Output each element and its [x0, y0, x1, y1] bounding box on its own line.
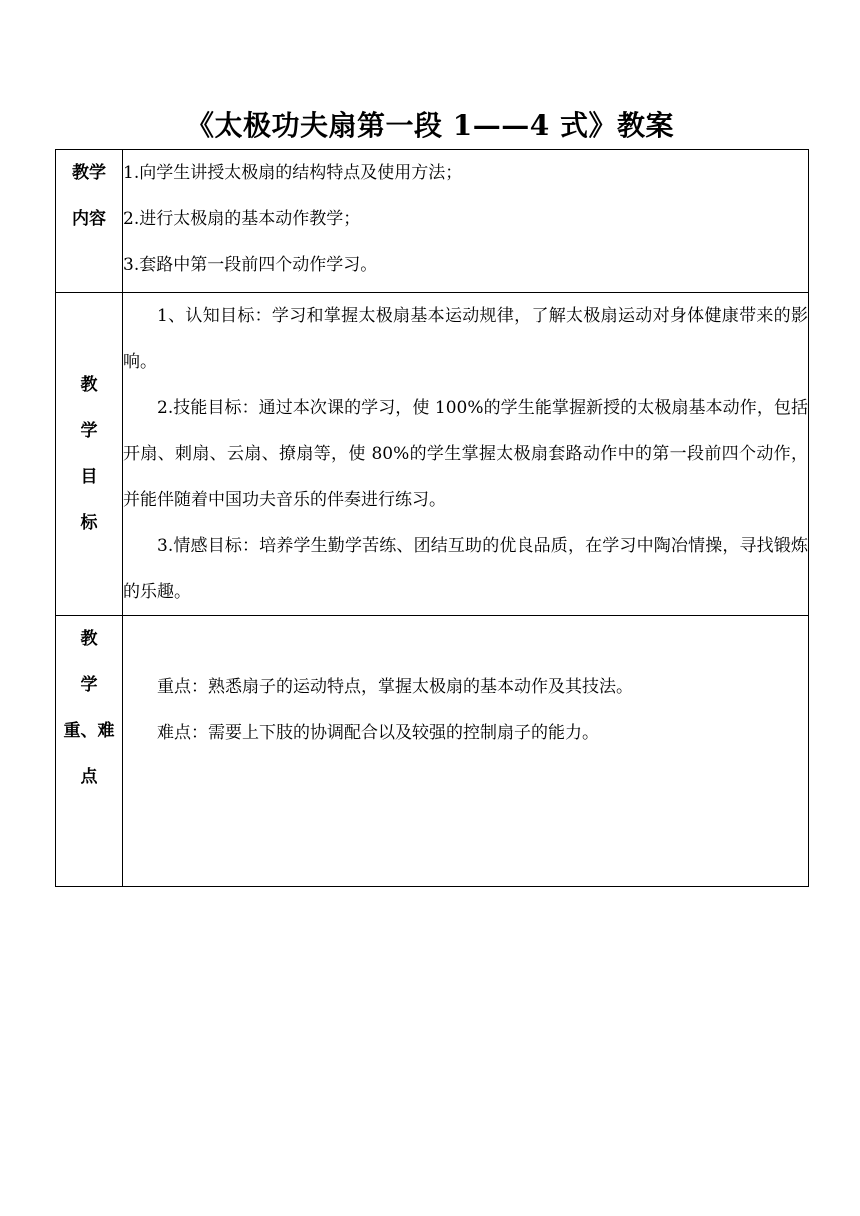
row-label-line: 标: [80, 513, 98, 533]
row-label-line: 目: [80, 467, 98, 487]
focus-cell: [123, 616, 809, 887]
row-label-line: 教: [80, 629, 98, 649]
row-label-line: 学: [80, 421, 98, 441]
content-item: 3.套路中第一段前四个动作学习。: [123, 255, 378, 275]
content-cell: [123, 150, 809, 293]
row-label-line: 点: [80, 767, 98, 787]
row-label-line: 重、难: [63, 721, 115, 741]
content-item: 2.进行太极扇的基本动作教学；: [123, 209, 361, 229]
lesson-plan-table: [55, 149, 809, 887]
difficult-point: 难点：需要上下肢的协调配合以及较强的控制扇子的能力。: [157, 723, 599, 743]
objective-cognitive: 1、认知目标：学习和掌握太极扇基本运动规律，了解太极扇运动对身体健康带来的影响。: [123, 306, 808, 372]
row-label-line: 内容: [72, 209, 106, 229]
row-label-content: [56, 150, 123, 293]
row-label-line: 教学: [72, 163, 106, 183]
row-label-line: 学: [80, 675, 98, 695]
row-label-focus: [56, 616, 123, 887]
objective-skill: 2.技能目标：通过本次课的学习，使 100%的学生能掌握新授的太极扇基本动作，包括开扇、刺扇、云扇、撩扇等，使 80%的学生掌握太极扇套路动作中的第一段前四个动作，并能伴随着中国功夫音乐的伴奏进行练习。: [123, 398, 808, 510]
table-row-content: [56, 150, 809, 293]
row-label-objectives: [56, 293, 123, 616]
objective-affective: 3.情感目标：培养学生勤学苦练、团结互助的优良品质，在学习中陶冶情操，寻找锻炼的乐趣。: [123, 536, 808, 602]
table-row-focus: [56, 616, 809, 887]
focus-block: [123, 616, 808, 756]
content-item: 1.向学生讲授太极扇的结构特点及使用方法；: [123, 163, 463, 183]
table-row-objectives: [56, 293, 809, 616]
row-label-line: 教: [80, 375, 98, 395]
objectives-cell: [123, 293, 809, 616]
document-title: 《太极功夫扇第一段 1——4 式》教案: [186, 109, 674, 142]
key-point: 重点：熟悉扇子的运动特点，掌握太极扇的基本动作及其技法。: [157, 677, 633, 697]
